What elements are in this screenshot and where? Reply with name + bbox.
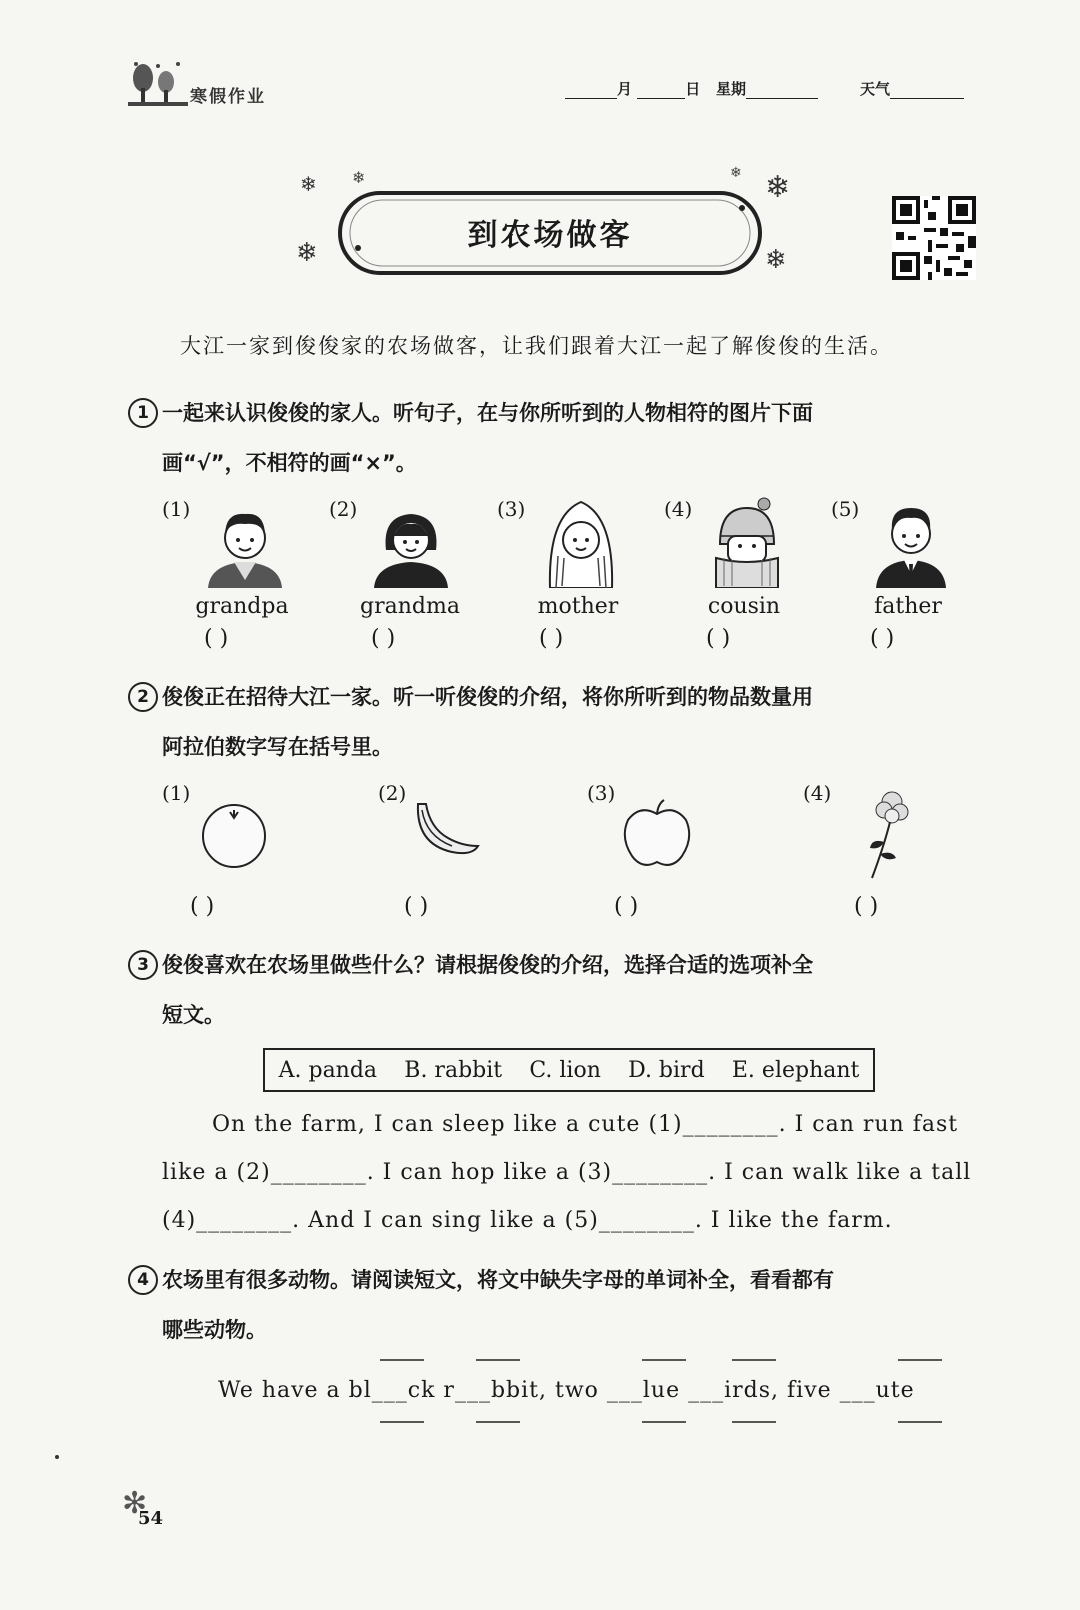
- option-a: A. panda: [278, 1057, 378, 1083]
- options-box: [263, 1048, 875, 1092]
- question-1-line1: 1 一起来认识俊俊的家人。听句子，在与你所听到的人物相符的图片下面: [128, 388, 813, 438]
- weather-field: [860, 78, 964, 99]
- date-fields: [565, 78, 818, 99]
- day-blank[interactable]: [637, 82, 685, 99]
- story-line-1[interactable]: On the farm, I can sleep like a cute (1)________. I can run fast: [212, 1112, 959, 1137]
- answer-paren[interactable]: ( ): [706, 626, 731, 651]
- question-4-line1: 4 农场里有很多动物。请阅读短文，将文中缺失字母的单词补全，看看都有: [128, 1255, 834, 1305]
- answer-paren[interactable]: ( ): [204, 626, 229, 651]
- snowflake-icon: ❄: [300, 172, 317, 196]
- cousin-icon: [702, 496, 792, 588]
- question-2-line1: 2 俊俊正在招待大江一家。听一听俊俊的介绍，将你所听到的物品数量用: [128, 672, 813, 722]
- question-2-line2: 阿拉伯数字写在括号里。: [162, 735, 393, 759]
- weekday-label: 星期: [715, 80, 746, 98]
- page-number: 54: [138, 1508, 164, 1529]
- word-grandpa: grandpa: [195, 594, 289, 619]
- page-snowflake-icon: ✻: [122, 1486, 148, 1521]
- weather-label: 天气: [860, 80, 891, 98]
- logo-text: 寒假作业: [190, 87, 266, 107]
- page-title: 到农场做客: [467, 218, 633, 253]
- snowflake-icon: ❄: [765, 170, 791, 205]
- intro-text: 大江一家到俊俊家的农场做客，让我们跟着大江一起了解俊俊的生活。: [180, 334, 893, 358]
- question-number: 3: [128, 950, 158, 980]
- answer-paren[interactable]: ( ): [539, 626, 564, 651]
- item-number: (2): [378, 781, 407, 805]
- apple-icon: [620, 796, 694, 872]
- word-grandma: grandma: [360, 594, 460, 619]
- item-number: (3): [587, 781, 616, 805]
- answer-paren[interactable]: ( ): [190, 894, 215, 919]
- question-number: 4: [128, 1265, 158, 1295]
- item-number: (3): [497, 497, 526, 521]
- weather-blank[interactable]: [890, 82, 964, 99]
- word-cousin: cousin: [707, 594, 781, 619]
- item-number: (1): [162, 497, 191, 521]
- qr-code-icon[interactable]: [892, 196, 976, 280]
- question-4-line2: 哪些动物。: [162, 1318, 267, 1342]
- month-label: 月: [617, 80, 633, 98]
- item-number: (5): [831, 497, 860, 521]
- item-number: (2): [329, 497, 358, 521]
- option-d: D. bird: [628, 1057, 705, 1083]
- q4-sentence[interactable]: We have a bl___ck r___bbit, two ___lue ___irds, five ___ute: [218, 1378, 915, 1403]
- snowflake-icon: ❄: [765, 245, 787, 275]
- weekday-blank[interactable]: [746, 82, 818, 99]
- word-mother: mother: [537, 594, 619, 619]
- mother-icon: [536, 496, 626, 588]
- father-icon: [866, 496, 956, 588]
- item-number: (4): [664, 497, 693, 521]
- answer-paren[interactable]: ( ): [870, 626, 895, 651]
- margin-dot: [55, 1455, 59, 1459]
- item-number: (1): [162, 781, 191, 805]
- item-number: (4): [803, 781, 832, 805]
- question-number: 1: [128, 398, 158, 428]
- banana-icon: [412, 800, 482, 860]
- option-e: E. elephant: [731, 1057, 860, 1083]
- day-label: 日: [685, 80, 701, 98]
- question-3-line2: 短文。: [162, 1003, 225, 1027]
- answer-paren[interactable]: ( ): [614, 894, 639, 919]
- answer-paren[interactable]: ( ): [854, 894, 879, 919]
- question-3-line1: 3 俊俊喜欢在农场里做些什么？请根据俊俊的介绍，选择合适的选项补全: [128, 940, 813, 990]
- answer-paren[interactable]: ( ): [371, 626, 396, 651]
- question-number: 2: [128, 682, 158, 712]
- story-line-2[interactable]: like a (2)________. I can hop like a (3)________. I can walk like a tall: [162, 1160, 972, 1185]
- grandma-icon: [366, 500, 456, 588]
- snowflake-icon: ❄: [352, 168, 366, 187]
- answer-paren[interactable]: ( ): [404, 894, 429, 919]
- grandpa-icon: [200, 500, 290, 588]
- flower-icon: [862, 784, 922, 880]
- word-father: father: [874, 594, 942, 619]
- option-b: B. rabbit: [404, 1057, 503, 1083]
- snowflake-icon: ❄: [296, 238, 318, 268]
- month-blank[interactable]: [565, 82, 617, 99]
- story-line-3[interactable]: (4)________. And I can sing like a (5)________. I like the farm.: [162, 1208, 893, 1233]
- question-1-line2: 画“√”，不相符的画“×”。: [162, 451, 417, 475]
- option-c: C. lion: [529, 1057, 601, 1083]
- snowflake-icon: ❄: [730, 165, 742, 181]
- orange-icon: [198, 800, 270, 870]
